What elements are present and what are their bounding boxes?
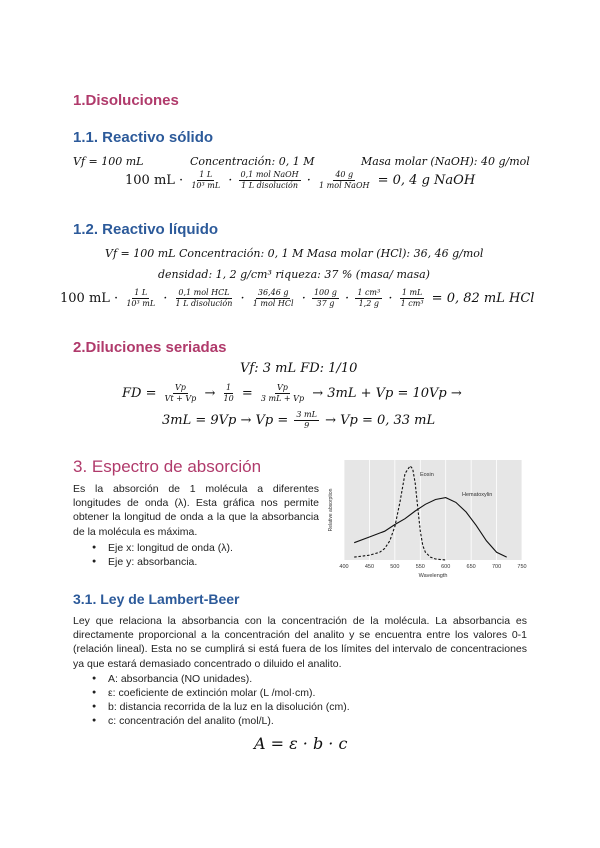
absorption-spectrum-chart <box>326 456 530 580</box>
axis-bullets <box>92 541 233 569</box>
eq-lead: 100 mL · <box>125 173 184 188</box>
variables-bullets <box>92 672 350 728</box>
x-tick-label: 550 <box>415 564 425 570</box>
section-1-title: 1.Disoluciones <box>73 92 179 109</box>
x-tick-label: 500 <box>390 564 400 570</box>
liquid-line-1: Vf = 100 mL Concentración: 0, 1 M Masa molar (HCl): 36, 46 g/mol <box>105 247 484 260</box>
x-tick-label: 650 <box>466 564 476 570</box>
section-3-title: 3. Espectro de absorción <box>73 457 262 476</box>
section-3-1-title: 3.1. Ley de Lambert-Beer <box>73 591 240 607</box>
x-tick-label: 700 <box>491 564 502 570</box>
x-tick-label: 750 <box>517 564 527 570</box>
lambert-beer-paragraph: Ley que relaciona la absorbancia con la concentración de la molécula. La absorbancia es directamente proporcional a la concentración del analito y se encuentra entre los valores 0-1 (relación lineal). Esta no se cumplirá si está fuera de los límites del intervalo de concentraciones ya que estará demasiado concentrado o diluido el analito. <box>73 615 527 670</box>
bullet-absorbance: ● A: absorbancia (NO unidades). <box>92 672 350 686</box>
equation-solid: 100 mL · $\frac{1 L}{\text{10³ mL}}$ · $\frac{\text{0,1 mol NaOH}}{\text{1 L disolución}}$ · $\frac{40 g}{\text{1 mol NaOH}}$ = 0, 4 g NaOH <box>125 170 476 190</box>
x-axis-label: Wavelength <box>418 573 448 579</box>
x-tick-label: 400 <box>339 564 349 570</box>
dilution-equation-2: 3mL = 9Vp → Vp = $\frac{3 mL}{9}$ → Vp = 0, 33 mL <box>162 410 436 430</box>
liquid-line-2: densidad: 1, 2 g/cm³ riqueza: 37 % (masa/ masa) <box>158 268 430 281</box>
section-1-1-title: 1.1. Reactivo sólido <box>73 129 214 146</box>
molar-mass-naoh: Masa molar (NaOH): 40 g/mol <box>361 155 530 168</box>
section-1-2-title: 1.2. Reactivo líquido <box>73 221 219 238</box>
bullet-epsilon: ● ε: coeficiente de extinción molar (L /mol·cm). <box>92 686 350 700</box>
dilution-equation-1: FD = $\frac{Vp}{Vt + Vp}$ → $\frac{1}{10}$ = $\frac{Vp}{3 mL + Vp}$ → 3mL + Vp = 10Vp → <box>122 383 462 403</box>
x-ticks <box>339 564 526 570</box>
bullet-distance: ● b: distancia recorrida de la luz en la disolución (cm). <box>92 700 350 714</box>
y-axis-label: Relative absorption <box>328 488 334 532</box>
lambert-beer-formula: A = ε · b · c <box>254 734 348 753</box>
absorption-paragraph: Es la absorción de 1 molécula a diferentes longitudes de onda (λ). Esta gráfica nos permite obtener la longitud de onda a la que la absorbancia de la molécula es máxima. <box>73 483 319 538</box>
bullet-x-axis: ● Eje x: longitud de onda (λ). <box>92 541 233 555</box>
section-2-title: 2.Diluciones seriadas <box>73 339 227 356</box>
legend-eosin: Eosin <box>420 472 434 478</box>
equation-liquid: 100 mL · $\frac{1 L}{\text{10³ mL}}$ · $\frac{\text{0,1 mol HCL}}{\text{1 L disolución}}$ · $\frac{36,46 g}{\text{1 mol HCl}}$ · $\frac{100 g}{37 g}$ · $\frac{\text{1 cm³}}{1,2 g}$ · $\frac{1 mL}{\text{1 cm³}}$ = 0, 82 mL HCl <box>60 288 535 308</box>
concentration-solid: Concentración: 0, 1 M <box>190 155 315 168</box>
bullet-concentration: ● c: concentración del analito (mol/L). <box>92 714 350 728</box>
x-tick-label: 450 <box>364 564 375 570</box>
eq-result: = 0, 4 g NaOH <box>377 173 476 188</box>
legend-hematoxylin: Hematoxylin <box>462 492 493 498</box>
bullet-y-axis: ● Eje y: absorbancia. <box>92 555 233 569</box>
dilution-params: Vf: 3 mL FD: 1/10 <box>240 361 358 376</box>
vf-solid: Vf = 100 mL <box>73 155 144 168</box>
x-tick-label: 600 <box>441 564 451 570</box>
